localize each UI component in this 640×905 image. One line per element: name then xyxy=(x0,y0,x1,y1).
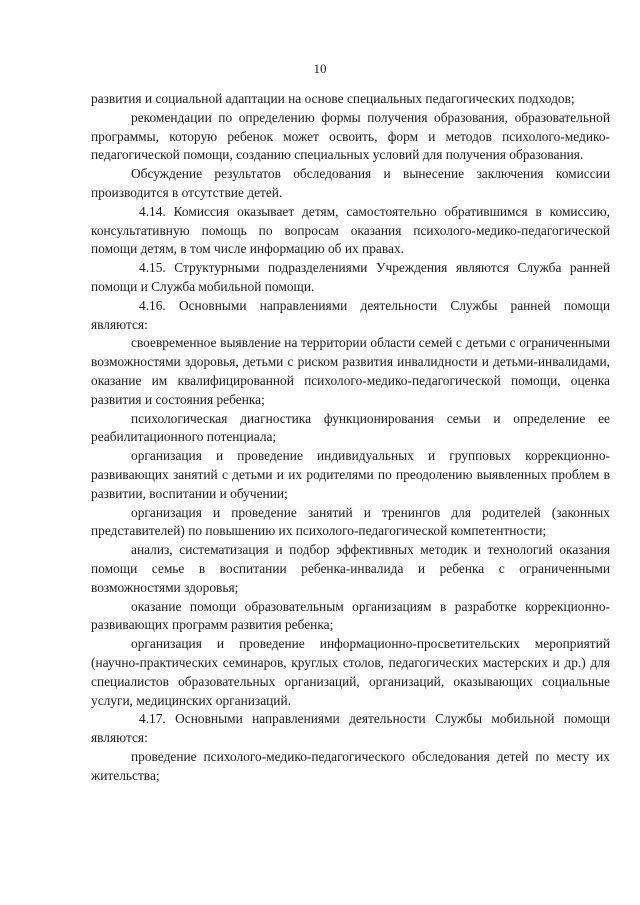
paragraph-4-16: 4.16. Основными направлениями деятельности Службы ранней помощи являются: xyxy=(91,297,610,332)
document-body xyxy=(91,90,610,785)
list-item-methods-analysis: анализ, систематизация и подбор эффективных методик и технологий оказания помощи семье в воспитании ребенка-инвалида и ребенка с ограниченными возможностями здоровья; xyxy=(91,542,610,595)
paragraph-recommendations: рекомендации по определению формы получения образования, образовательной программы, которую ребенок может освоить, форм и методов психолого-медико-педагогической помощи, созданию специальных условий для получения образования. xyxy=(91,109,610,163)
list-item-home-examination: проведение психолого-медико-педагогического обследования детей по месту их жительства; xyxy=(91,748,610,783)
paragraph-4-15: 4.15. Структурными подразделениями Учреждения являются Служба ранней помощи и Служба мобильной помощи. xyxy=(91,260,610,294)
list-item-early-detection: своевременное выявление на территории области семей с детьми с ограниченными возможностями здоровья, детьми с риском развития инвалидности и детьми-инвалидами, оказание им квалифицированной психолого-медико-педагогической помощи, оценка развития и состояния ребенка; xyxy=(91,335,610,407)
list-item-information-events: организация и проведение информационно-просветительских мероприятий (научно-практических семинаров, круглых столов, педагогических мастерских и др.) для специалистов образовательных организаций, организаций, оказывающих социальные услуги, медицинских организаций. xyxy=(91,636,610,708)
page-number: 10 xyxy=(313,61,327,76)
paragraph-4-17: 4.17. Основными направлениями деятельности Службы мобильной помощи являются: xyxy=(91,711,610,746)
list-item-parent-trainings: организация и проведение занятий и тренингов для родителей (законных представителей) по повышению их психолого-педагогической компетентности; xyxy=(91,504,610,539)
list-item-organization-support: оказание помощи образовательным организациям в разработке коррекционно-развивающих программ развития ребенка; xyxy=(91,598,610,633)
list-item-correctional-classes: организация и проведение индивидуальных и групповых коррекционно-развивающих занятий с детьми и их родителями по преодолению выявленных проблем в развитии, воспитании и обучении; xyxy=(91,448,610,501)
paragraph-4-14: 4.14. Комиссия оказывает детям, самостоятельно обратившимся в комиссию, консультативную помощь по вопросам оказания психолого-медико-педагогической помощи детям, в том числе информацию об их правах. xyxy=(91,203,610,257)
paragraph-continuation: развития и социальной адаптации на основе специальных педагогических подходов; xyxy=(91,91,575,106)
list-item-family-diagnostics: психологическая диагностика функционирования семьи и определение ее реабилитационного потенциала; xyxy=(91,410,610,445)
paragraph-discussion: Обсуждение результатов обследования и вынесение заключения комиссии производится в отсутствие детей. xyxy=(91,166,610,200)
